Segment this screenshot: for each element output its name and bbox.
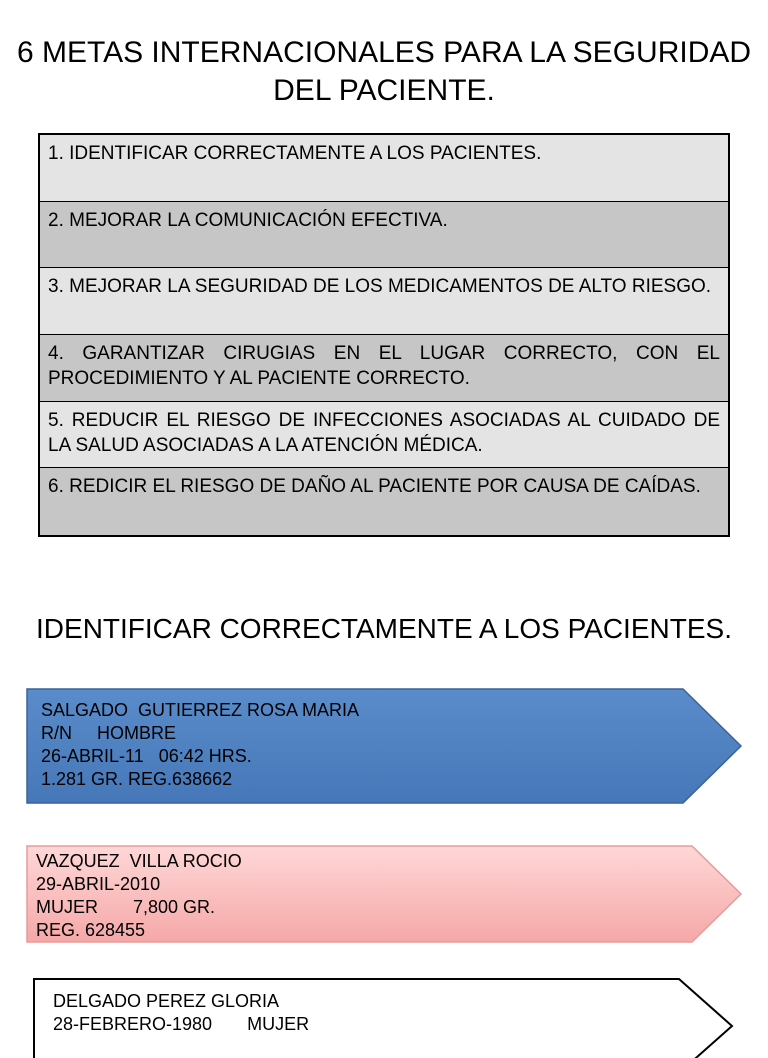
patient-id-card xyxy=(26,688,742,804)
patient-name: VAZQUEZ VILLA ROCIO xyxy=(36,851,242,871)
patient-record: 1.281 GR. REG.638662 xyxy=(41,769,233,789)
patient-id-card xyxy=(26,845,742,943)
patient-birth: 26-ABRIL-11 06:42 HRS. xyxy=(41,746,252,766)
goals-table xyxy=(38,133,730,537)
patient-sex: R/N HOMBRE xyxy=(41,723,177,743)
goal-row: 1. IDENTIFICAR CORRECTAMENTE A LOS PACIENTES. xyxy=(40,135,728,202)
patient-label-text xyxy=(53,990,309,1036)
goal-row: 2. MEJORAR LA COMUNICACIÓN EFECTIVA. xyxy=(40,202,728,269)
patient-id-card xyxy=(33,978,733,1058)
goal-row: 6. REDICIR EL RIESGO DE DAÑO AL PACIENTE POR CAUSA DE CAÍDAS. xyxy=(40,468,728,535)
patient-sex-weight: MUJER 7,800 GR. xyxy=(36,897,216,917)
patient-name: SALGADO GUTIERREZ ROSA MARIA xyxy=(41,700,360,720)
patient-birth: 29-ABRIL-2010 xyxy=(36,874,161,894)
patient-label-text xyxy=(41,699,359,791)
page-title: 6 METAS INTERNACIONALES PARA LA SEGURIDAD DEL PACIENTE. xyxy=(16,36,752,107)
goal-row: 5. REDUCIR EL RIESGO DE INFECCIONES ASOCIADAS AL CUIDADO DE LA SALUD ASOCIADAS A LA ATENCIÓN MÉDICA. xyxy=(40,402,728,469)
patient-name: DELGADO PEREZ GLORIA xyxy=(53,991,280,1011)
patient-record: REG. 628455 xyxy=(36,920,146,940)
goal-row: 4. GARANTIZAR CIRUGIAS EN EL LUGAR CORRECTO, CON EL PROCEDIMIENTO Y AL PACIENTE CORRECTO. xyxy=(40,335,728,402)
patient-birth-sex: 28-FEBRERO-1980 MUJER xyxy=(53,1014,310,1034)
section-title: IDENTIFICAR CORRECTAMENTE A LOS PACIENTES. xyxy=(36,613,732,644)
goal-row: 3. MEJORAR LA SEGURIDAD DE LOS MEDICAMENTOS DE ALTO RIESGO. xyxy=(40,268,728,335)
patient-label-text xyxy=(36,850,242,942)
